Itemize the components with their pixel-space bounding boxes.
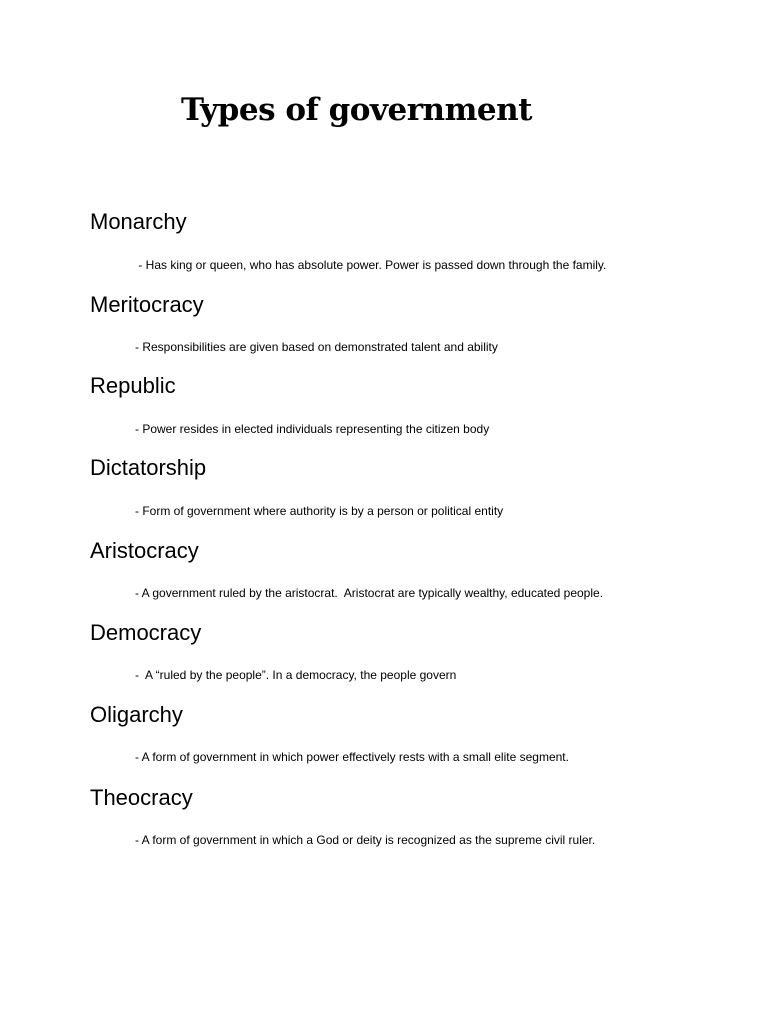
heading-dictatorship: Dictatorship <box>90 455 207 480</box>
description-aristocracy: - A government ruled by the aristocrat. Aristocrat are typically wealthy, educated people. <box>135 586 604 600</box>
description-republic: - Power resides in elected individuals representing the citizen body <box>135 422 490 436</box>
description-meritocracy: - Responsibilities are given based on demonstrated talent and ability <box>135 340 498 354</box>
heading-meritocracy: Meritocracy <box>90 292 204 317</box>
heading-democracy: Democracy <box>90 620 202 645</box>
description-theocracy: - A form of government in which a God or deity is recognized as the supreme civil ruler. <box>135 833 596 847</box>
description-dictatorship: - Form of government where authority is by a person or political entity <box>135 504 504 518</box>
description-democracy: - A “ruled by the people”. In a democracy, the people govern <box>135 668 457 682</box>
heading-aristocracy: Aristocracy <box>90 538 199 563</box>
heading-oligarchy: Oligarchy <box>90 702 183 727</box>
heading-theocracy: Theocracy <box>90 785 193 810</box>
heading-republic: Republic <box>90 373 176 398</box>
heading-monarchy: Monarchy <box>90 209 187 234</box>
document-title: Types of government <box>181 92 532 128</box>
description-oligarchy: - A form of government in which power effectively rests with a small elite segment. <box>135 750 569 764</box>
description-monarchy: - Has king or queen, who has absolute power. Power is passed down through the family. <box>135 258 607 272</box>
